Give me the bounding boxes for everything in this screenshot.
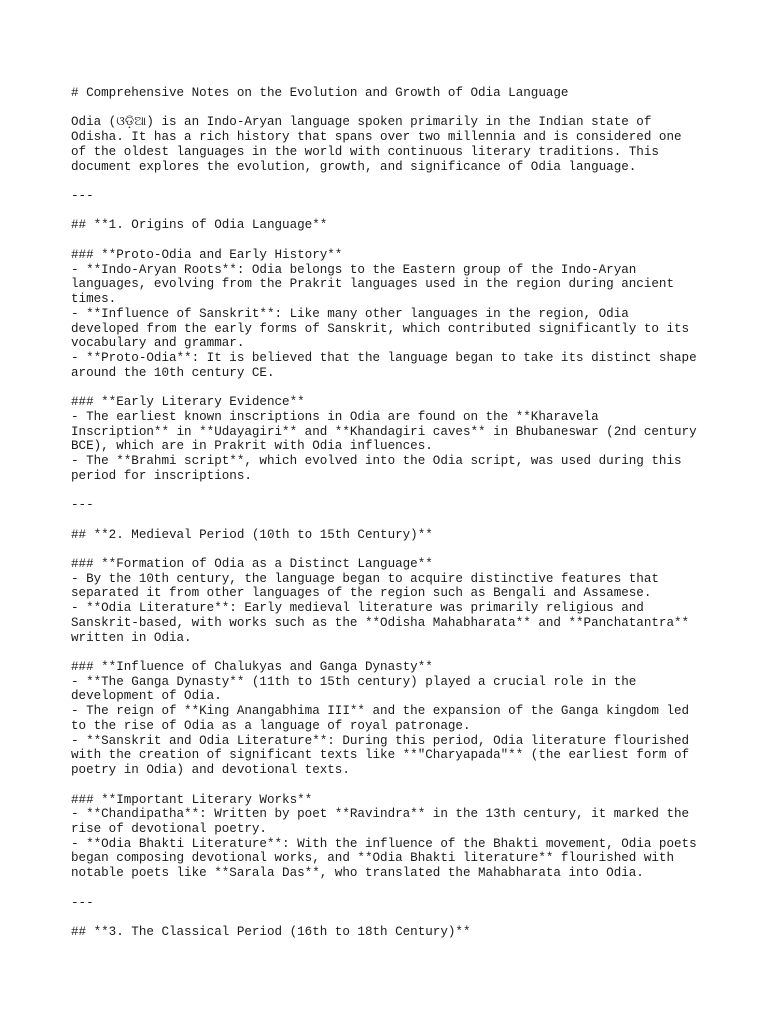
text-line: Inscription** in **Udayagiri** and **Khandagiri caves** in Bhubaneswar (2nd century (71, 424, 697, 439)
text-line: rise of devotional poetry. (71, 821, 267, 836)
text-line: ## **3. The Classical Period (16th to 18th Century)** (71, 924, 471, 939)
text-line: languages, evolving from the Prakrit languages used in the region during ancient (71, 277, 674, 292)
text-line (71, 101, 731, 116)
text-line: Odia (ଓଡ଼ିଆ) is an Indo-Aryan language spoken primarily in the Indian state of (71, 115, 652, 130)
text-line: --- (71, 895, 94, 910)
text-line: ### **Proto-Odia and Early History** (71, 247, 343, 262)
text-line: BCE), which are in Prakrit with Odia influences. (71, 439, 433, 454)
text-line: - **Odia Literature**: Early medieval literature was primarily religious and (71, 601, 644, 616)
text-line: - The earliest known inscriptions in Odia are found on the **Kharavela (71, 409, 599, 424)
text-line: period for inscriptions. (71, 468, 252, 483)
text-line (71, 881, 731, 896)
text-line (71, 233, 731, 248)
text-line (71, 542, 731, 557)
text-line: --- (71, 189, 94, 204)
text-line: - **Sanskrit and Odia Literature**: During this period, Odia literature flourished (71, 733, 690, 748)
text-line: ### **Important Literary Works** (71, 792, 313, 807)
text-line: - **Proto-Odia**: It is believed that the language began to take its distinct shape (71, 350, 697, 365)
text-line: - **Indo-Aryan Roots**: Odia belongs to the Eastern group of the Indo-Aryan (71, 262, 637, 277)
text-line: of the oldest languages in the world with continuous literary traditions. This (71, 144, 659, 159)
text-line: - The reign of **King Anangabhima III** and the expansion of the Ganga kingdom led (71, 704, 690, 719)
text-line: Odisha. It has a rich history that spans over two millennia and is considered one (71, 130, 682, 145)
text-line: times. (71, 292, 117, 307)
text-line: poetry in Odia) and devotional texts. (71, 763, 350, 778)
text-line: ### **Influence of Chalukyas and Ganga Dynasty** (71, 660, 433, 675)
text-line: began composing devotional works, and **Odia Bhakti literature** flourished with (71, 851, 674, 866)
text-line: - **Influence of Sanskrit**: Like many other languages in the region, Odia (71, 306, 629, 321)
text-line (71, 910, 731, 925)
text-line: notable poets like **Sarala Das**, who translated the Mahabharata into Odia. (71, 866, 644, 881)
text-line: ## **1. Origins of Odia Language** (71, 218, 328, 233)
text-line: with the creation of significant texts like **"Charyapada"** (the earliest form of (71, 748, 690, 763)
text-line: - By the 10th century, the language began to acquire distinctive features that (71, 571, 659, 586)
text-line: ### **Formation of Odia as a Distinct Language** (71, 557, 433, 571)
text-line (71, 778, 731, 793)
text-line: developed from the early forms of Sanskrit, which contributed significantly to its (71, 321, 690, 336)
text-line: # Comprehensive Notes on the Evolution and Growth of Odia Language (71, 86, 569, 100)
text-line (71, 174, 731, 189)
text-line: separated it from other languages of the region such as Bengali and Assamese. (71, 586, 652, 601)
text-line (71, 645, 731, 660)
text-line: written in Odia. (71, 630, 192, 645)
text-line: vocabulary and grammar. (71, 336, 245, 351)
text-line: ### **Early Literary Evidence** (71, 395, 305, 410)
text-line: - **Odia Bhakti Literature**: With the influence of the Bhakti movement, Odia poets (71, 836, 697, 851)
text-line (71, 513, 731, 528)
document-text (71, 86, 731, 940)
text-line: around the 10th century CE. (71, 365, 275, 380)
text-line: --- (71, 498, 94, 513)
text-line: document explores the evolution, growth, and significance of Odia language. (71, 159, 637, 174)
text-line (71, 204, 731, 219)
text-line: development of Odia. (71, 689, 222, 704)
text-line: to the rise of Odia as a language of royal patronage. (71, 718, 471, 733)
text-line: ## **2. Medieval Period (10th to 15th Century)** (71, 527, 433, 542)
text-line: - **The Ganga Dynasty** (11th to 15th century) played a crucial role in the (71, 674, 637, 689)
text-line (71, 380, 731, 395)
text-line: Sanskrit-based, with works such as the **Odisha Mahabharata** and **Panchatantra** (71, 615, 690, 630)
text-line: - The **Brahmi script**, which evolved into the Odia script, was used during this (71, 453, 682, 468)
text-line: - **Chandipatha**: Written by poet **Ravindra** in the 13th century, it marked the (71, 807, 690, 822)
text-line (71, 483, 731, 498)
